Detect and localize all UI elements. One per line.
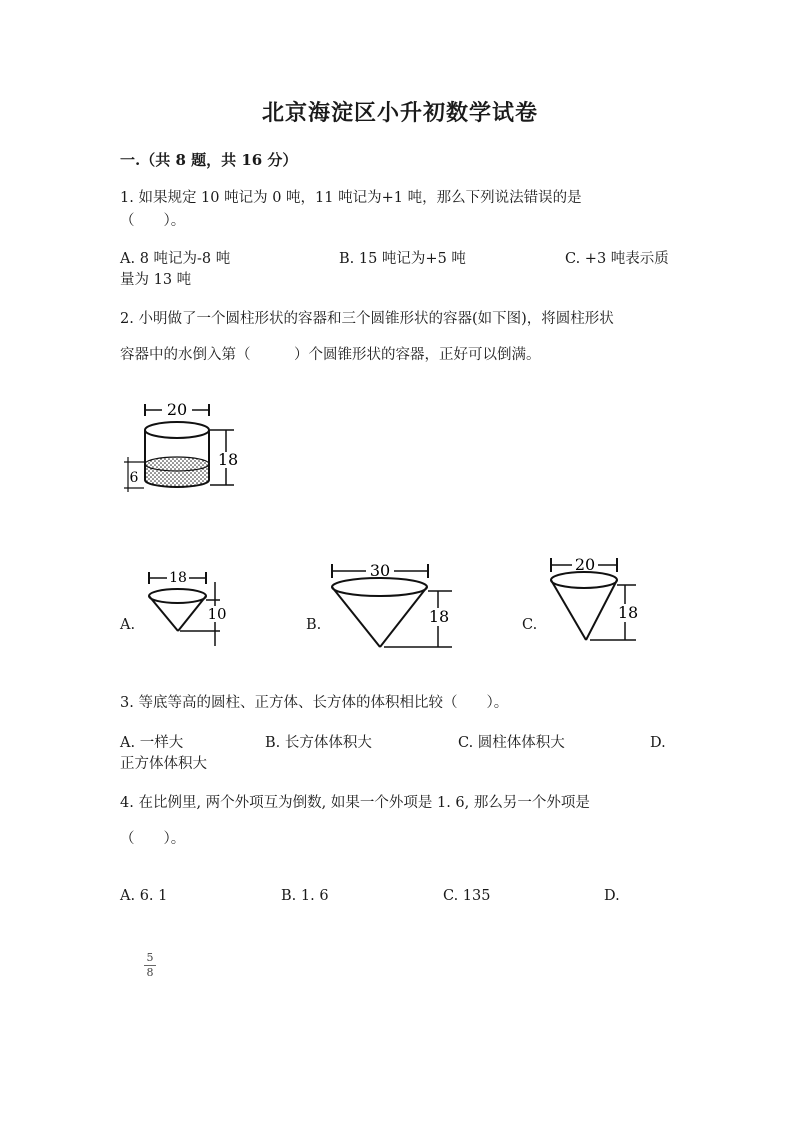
cone-b-diameter-label: 30 xyxy=(369,561,391,580)
q1-option-c-line2[interactable]: 量为 13 吨 xyxy=(120,272,192,288)
cone-b-figure xyxy=(322,558,458,654)
cone-b-option-label[interactable]: B. xyxy=(306,617,322,633)
fraction-numerator: 5 xyxy=(146,951,154,964)
section-heading: 一.（共 8 题，共 16 分） xyxy=(120,151,298,169)
cone-c-height-label: 18 xyxy=(617,603,639,622)
q4-stem-line1: 4. 在比例里, 两个外项互为倒数, 如果一个外项是 1. 6, 那么另一个外项是 xyxy=(120,795,590,811)
q4-option-d[interactable]: D. xyxy=(604,888,620,904)
q1-stem-line1: 1. 如果规定 10 吨记为 0 吨，11 吨记为+1 吨，那么下列说法错误的是 xyxy=(120,190,582,206)
q4-option-c[interactable]: C. 135 xyxy=(443,888,491,904)
q1-option-c-line1[interactable]: C. +3 吨表示质 xyxy=(565,251,669,267)
water-surface xyxy=(145,457,209,471)
q1-option-a[interactable]: A. 8 吨记为-8 吨 xyxy=(120,251,231,267)
cone-c-figure xyxy=(544,552,644,648)
q4-option-b[interactable]: B. 1. 6 xyxy=(281,888,329,904)
q3-option-d-line1[interactable]: D. xyxy=(650,735,666,751)
q2-stem-line1: 2. 小明做了一个圆柱形状的容器和三个圆锥形状的容器(如下图)，将圆柱形状 xyxy=(120,311,614,327)
q2-stem-line2: 容器中的水倒入第（ ）个圆锥形状的容器，正好可以倒满。 xyxy=(120,347,541,363)
q4-option-a[interactable]: A. 6. 1 xyxy=(120,888,168,904)
q4-stem-line2: （ ）。 xyxy=(120,831,186,847)
cone-c-diameter-label: 20 xyxy=(574,555,596,574)
cylinder-water-label: 6 xyxy=(129,470,139,486)
cone-b-height-label: 18 xyxy=(428,607,450,626)
q3-option-b[interactable]: B. 长方体体积大 xyxy=(265,735,372,751)
cylinder-height-label: 18 xyxy=(217,450,239,469)
q4-option-d-fraction[interactable] xyxy=(143,951,157,980)
page-title: 北京海淀区小升初数学试卷 xyxy=(261,100,538,126)
cylinder-figure xyxy=(118,392,248,504)
q1-stem-line2: （ ）。 xyxy=(120,213,186,229)
q3-option-a[interactable]: A. 一样大 xyxy=(120,735,184,751)
cone-a-figure xyxy=(140,566,236,650)
cone-a-option-label[interactable]: A. xyxy=(120,617,136,633)
cylinder-diameter-label: 20 xyxy=(166,400,188,419)
cone-a-diameter-label: 18 xyxy=(169,570,187,586)
q1-option-b[interactable]: B. 15 吨记为+5 吨 xyxy=(339,251,466,267)
cone-a-height-label: 10 xyxy=(207,605,227,623)
q3-option-d-line2[interactable]: 正方体体积大 xyxy=(120,756,207,772)
cylinder-top xyxy=(145,422,209,438)
q3-option-c[interactable]: C. 圆柱体体积大 xyxy=(458,735,565,751)
fraction-denominator: 8 xyxy=(146,966,154,979)
cone-c-option-label[interactable]: C. xyxy=(522,617,538,633)
q3-stem: 3. 等底等高的圆柱、正方体、长方体的体积相比较（ ）。 xyxy=(120,695,509,711)
